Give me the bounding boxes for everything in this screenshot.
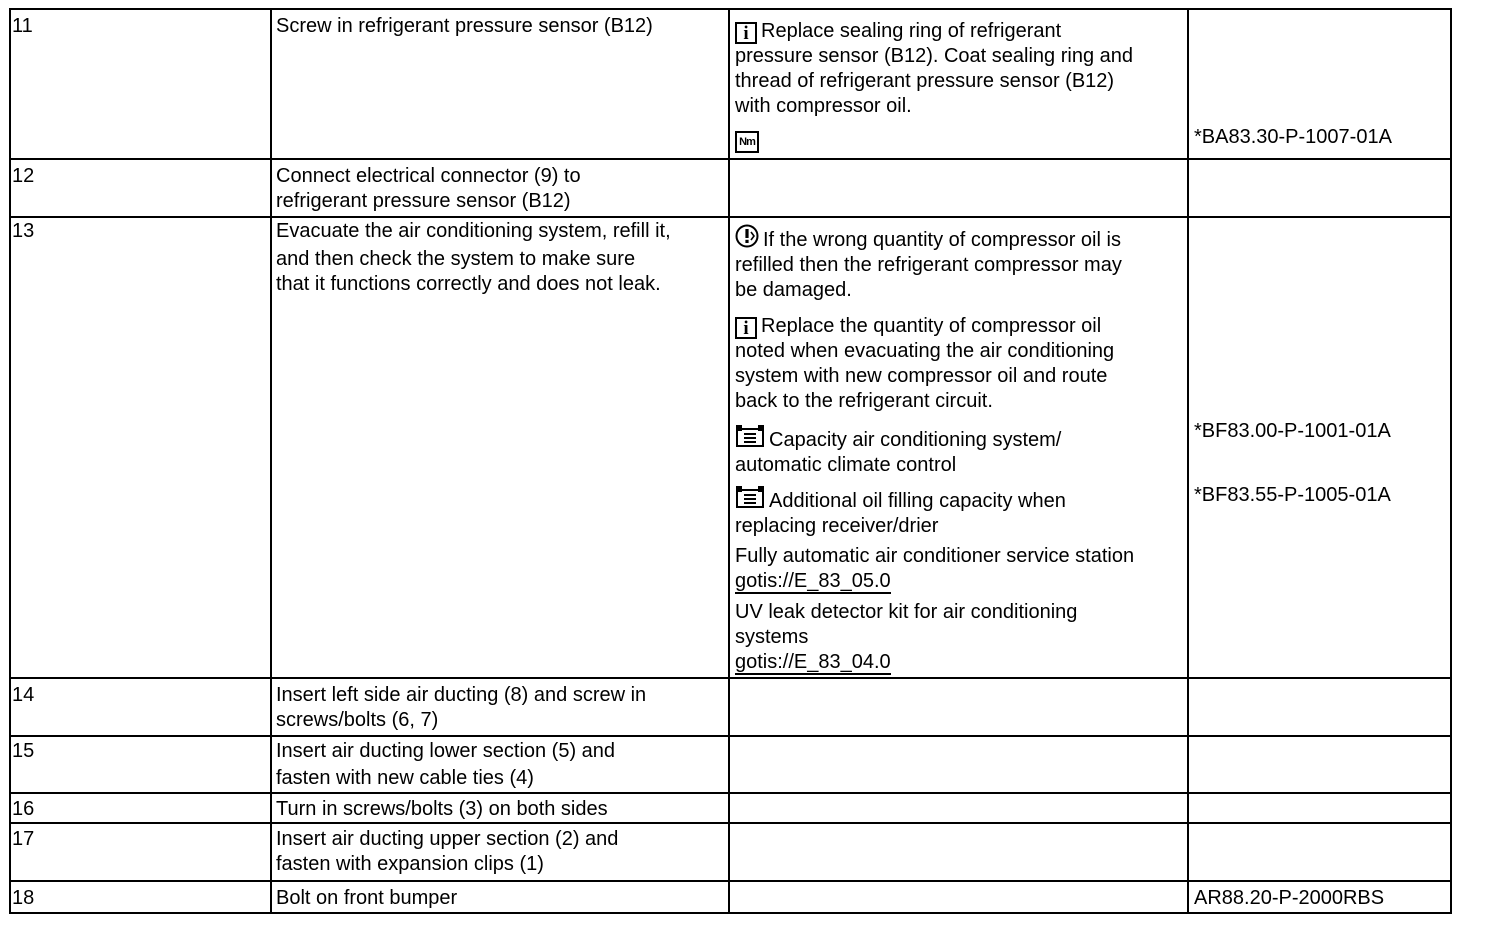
warning-note: If the wrong quantity of compressor oil is — [735, 224, 1121, 253]
table-border-bottom — [9, 912, 1452, 914]
capacity-note: Additional oil filling capacity when — [735, 485, 1066, 514]
document-reference[interactable]: *BA83.30-P-1007-01A — [1194, 126, 1392, 148]
step-number: 15 — [12, 740, 35, 762]
capacity-note-line: automatic climate control — [735, 454, 957, 476]
table-border-top — [9, 8, 1452, 10]
capacity-note-line: replacing receiver/drier — [735, 515, 939, 537]
step-text-line: refrigerant pressure sensor (B12) — [276, 190, 571, 212]
tool-link[interactable] — [735, 650, 891, 675]
step-text-line: screws/bolts (6, 7) — [276, 709, 439, 731]
capacity-note: Capacity air conditioning system/ — [735, 424, 1061, 453]
row-divider — [9, 880, 1452, 882]
info-icon: i — [735, 317, 757, 339]
document-reference[interactable]: *BF83.55-P-1005-01A — [1194, 484, 1391, 506]
warning-note-line: refilled then the refrigerant compressor may — [735, 254, 1122, 276]
tool-name-line: systems — [735, 626, 809, 648]
table-border-left — [9, 8, 11, 914]
column-divider — [270, 8, 272, 914]
row-divider — [9, 822, 1452, 824]
tool-link-text[interactable]: gotis://E_83_04.0 — [735, 651, 891, 673]
step-number: 14 — [12, 684, 35, 706]
document-reference[interactable]: AR88.20-P-2000RBS — [1194, 887, 1385, 909]
step-number: 13 — [12, 220, 35, 242]
step-text: Connect electrical connector (9) to — [276, 165, 581, 187]
step-text-line: fasten with expansion clips (1) — [276, 853, 544, 875]
info-note-line: thread of refrigerant pressure sensor (B12) — [735, 70, 1115, 92]
row-divider — [9, 792, 1452, 794]
step-number: 12 — [12, 165, 35, 187]
table-border-right — [1450, 8, 1452, 914]
tool-name: UV leak detector kit for air conditioning — [735, 601, 1078, 623]
column-divider — [728, 8, 730, 914]
capacity-icon — [735, 424, 765, 448]
warning-icon — [735, 224, 759, 248]
row-divider — [9, 735, 1452, 737]
info-note-line: back to the refrigerant circuit. — [735, 390, 993, 412]
step-text: Insert air ducting upper section (2) and — [276, 828, 619, 850]
document-reference[interactable]: *BF83.00-P-1001-01A — [1194, 420, 1391, 442]
step-text-line: and then check the system to make sure — [276, 248, 636, 270]
info-note: i Replace the quantity of compressor oil — [735, 314, 1101, 339]
step-number: 18 — [12, 887, 35, 909]
torque-icon: Nm — [735, 131, 759, 153]
step-text: Screw in refrigerant pressure sensor (B12) — [276, 15, 653, 37]
info-note-line: with compressor oil. — [735, 95, 912, 117]
torque-note — [735, 125, 763, 153]
step-text: Bolt on front bumper — [276, 887, 458, 909]
row-divider — [9, 216, 1452, 218]
step-text: Evacuate the air conditioning system, refill it, — [276, 220, 671, 242]
step-text-line: fasten with new cable ties (4) — [276, 767, 534, 789]
tool-link[interactable] — [735, 569, 891, 594]
tool-name: Fully automatic air conditioner service station — [735, 545, 1135, 567]
capacity-icon — [735, 485, 765, 509]
step-text-line: that it functions correctly and does not leak. — [276, 273, 661, 295]
step-number: 17 — [12, 828, 35, 850]
info-icon: i — [735, 22, 757, 44]
info-note: i Replace sealing ring of refrigerant — [735, 19, 1061, 44]
step-number: 11 — [12, 15, 33, 37]
step-text: Insert left side air ducting (8) and screw in — [276, 684, 647, 706]
warning-note-line: be damaged. — [735, 279, 852, 301]
column-divider — [1187, 8, 1189, 914]
info-note-line: noted when evacuating the air conditioning — [735, 340, 1115, 362]
row-divider — [9, 158, 1452, 160]
info-note-line: pressure sensor (B12). Coat sealing ring and — [735, 45, 1133, 67]
info-note-line: system with new compressor oil and route — [735, 365, 1108, 387]
step-text: Turn in screws/bolts (3) on both sides — [276, 798, 608, 820]
step-number: 16 — [12, 798, 35, 820]
tool-link-text[interactable]: gotis://E_83_05.0 — [735, 570, 891, 592]
row-divider — [9, 677, 1452, 679]
step-text: Insert air ducting lower section (5) and — [276, 740, 616, 762]
